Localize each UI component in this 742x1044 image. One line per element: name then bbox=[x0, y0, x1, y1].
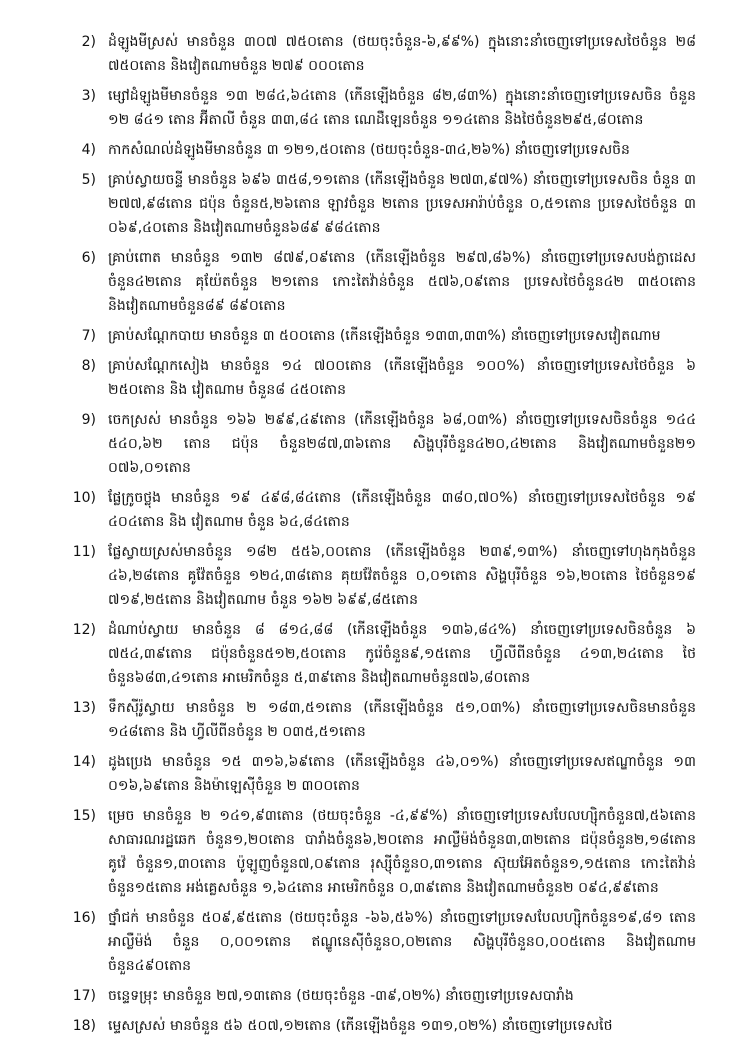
list-item bbox=[0, 246, 742, 318]
list-item bbox=[0, 804, 742, 900]
item-number: 8) bbox=[81, 358, 96, 374]
item-text: ថ្នាំជក់ មានចំនួន ៥០៩,៩៥តោន (ថយចុះចំនួន -៦៦,៥៦%) នាំចេញទៅប្រទេសបែលហ្ស៊ិកចំនួន១៩,៨១ តោន អាល្លឺម៉ង់ ចំនួន ០,០០១តោន ឥណ្ឌូនេស៊ីចំនួន០,០២តោន សិង្ហបុរីចំនួន០,០០៥តោន និងវៀតណាមចំនួន៤៩០តោន bbox=[108, 910, 696, 974]
list-item bbox=[0, 30, 742, 78]
item-number: 6) bbox=[81, 250, 96, 266]
item-number: 3) bbox=[81, 88, 96, 104]
item-number: 2) bbox=[81, 34, 96, 50]
list-item bbox=[0, 354, 742, 402]
list-item bbox=[0, 84, 742, 132]
item-text: គ្រាប់ពោត មានចំនួន ១៣២ ៨៧៩,០៩តោន (កើនឡើងចំនួន ២៩៧,៨៦%) នាំចេញទៅប្រទេសបង់ក្លាដេស ចំនួន៤២តោន គុយ៉ែតចំនួន ២១តោន កោះតៃវ៉ាន់ចំនួន ៥៧៦,០៩តោន ប្រទេសថៃចំនួន៤២ ៣៥០តោន និងវៀតណាមចំនួន៨៩ ៨៩០តោន bbox=[108, 250, 696, 314]
item-number: 16) bbox=[72, 910, 96, 926]
list-item bbox=[0, 1014, 742, 1038]
item-number: 4) bbox=[81, 142, 96, 158]
list-item bbox=[0, 540, 742, 612]
item-text: កាកសំណល់ដំឡូងមីមានចំនួន ៣ ១២១,៥០តោន (ថយចុះចំនួន-៣៤,២៦%) នាំចេញទៅប្រទេសចិន bbox=[108, 142, 630, 158]
item-number: 14) bbox=[72, 754, 96, 770]
item-spacer bbox=[0, 1038, 742, 1044]
item-text: ដំណាប់ស្វាយ មានចំនួន ៨ ៨១៤,៨៨ (កើនឡើងចំនួន ១៣៦,៨៤%) នាំចេញទៅប្រទេសចិនចំនួន ៦ ៧៥៤,៣៩តោន ជប៉ុនចំនួន៥១២,៥០តោន កូរ៉េចំនួន៩,១៥តោន ហ្វីលីពីនចំនួន ៤១៣,២៤តោន ថៃចំនួន៦៨៣,៤១តោន អាមេរិកចំនួន ៥,៣៩តោន និងវៀតណាមចំនួន៧៦,៨០តោន bbox=[108, 622, 696, 686]
item-text: គ្រាប់សណ្ដែកបាយ មានចំនួន ៣ ៥០០តោន (កើនឡើងចំនួន ១៣៣,៣៣%) នាំចេញទៅប្រទេសវៀតណាម bbox=[108, 328, 661, 344]
item-number: 13) bbox=[72, 700, 96, 716]
item-text: ទឹកស៊ីរ៉ូស្វាយ មានចំនួន ២ ១៨៣,៥១តោន (កើនឡើងចំនួន ៥១,០៣%) នាំចេញទៅប្រទេសចិនមានចំនួន ១៤៨តោន និង ហ្វីលីពីនចំនួន ២ ០៣៥,៥១តោន bbox=[108, 700, 696, 740]
item-number: 11) bbox=[72, 544, 96, 560]
item-number: 10) bbox=[72, 490, 96, 506]
item-number: 7) bbox=[81, 328, 96, 344]
item-text: ផ្លែក្រូចថ្លុង មានចំនួន ១៩ ៤៩៨,៨៤តោន (កើនឡើងចំនួន ៣៨០,៧០%) នាំចេញទៅប្រទេសថៃចំនួន ១៩ ៤០៤តោន និង វៀតណាម ចំនួន ៦៤,៨៤តោន bbox=[108, 490, 696, 530]
list-item bbox=[0, 984, 742, 1008]
item-number: 5) bbox=[81, 172, 96, 188]
item-text: ម្សៅដំឡូងមីមានចំនួន ១៣ ២៨៤,៦៤តោន (កើនឡើងចំនួន ៨២,៨៣%) ក្នុងនោះនាំចេញទៅប្រទេសចិន ចំនួន ១២ ៨៤១ តោន អ៊ីតាលី ចំនួន ៣៣,៨៤ តោន ណេដឺឡេនចំនួន ១១៤តោន និងថៃចំនួន២៩៥,៨០តោន bbox=[108, 88, 696, 128]
item-number: 17) bbox=[72, 988, 96, 1004]
item-number: 18) bbox=[72, 1018, 96, 1034]
item-text: គ្រាប់ស្វាយចន្ទី មានចំនួន ៦៩៦ ៣៥៨,១១តោន (កើនឡើងចំនួន ២៧៣,៩៧%) នាំចេញទៅប្រទេសចិន ចំនួន ៣ ២៧៧,៩៨តោន ជប៉ុន ចំនួន៥,២៦តោន ឡាវចំនួន ២តោន ប្រទេសអារ៉ាប់ចំនួន ០,៥១តោន ប្រទេសថៃចំនួន ៣ ០៦៩,៤០តោន និងវៀតណាមចំនួន៦៨៩ ៩៨៤តោន bbox=[108, 172, 696, 236]
item-text: ផ្លែស្វាយស្រស់មានចំនួន ១៨២ ៥៥៦,០០តោន (កើនឡើងចំនួន ២៣៩,១៣%) នាំចេញទៅហុងកុងចំនួន ៤៦,២៨តោន គូវ៉ែតចំនួន ១២៤,៣៨តោន គុយវ៉ែតចំនួន ០,០១តោន សិង្ហបុរីចំនួន ១៦,២០តោន ថៃចំនួន១៩ ៧១៩,២៥តោន និងវៀតណាម ចំនួន ១៦២ ៦៩៩,៨៥តោន bbox=[108, 544, 696, 608]
item-text: គ្រាប់សណ្ដែកសៀង មានចំនួន ១៤ ៧០០តោន (កើនឡើងចំនួន ១០០%) នាំចេញទៅប្រទេសថៃចំនួន ៦ ២៥០តោន និង វៀតណាម ចំនួន៨ ៤៥០តោន bbox=[108, 358, 696, 398]
list-item bbox=[0, 906, 742, 978]
item-text: ម្ទេសស្រស់ មានចំនួន ៥៦ ៥០៧,១២តោន (កើនឡើងចំនួន ១៣១,០២%) នាំចេញទៅប្រទេសថៃ bbox=[108, 1018, 613, 1034]
list-item bbox=[0, 408, 742, 480]
item-number: 12) bbox=[72, 622, 96, 638]
item-text: ចន្ទេទម្រុះ មានចំនួន ២៧,១៣តោន (ថយចុះចំនួន -៣៩,០២%) នាំចេញទៅប្រទេសបារាំង bbox=[108, 988, 574, 1004]
item-text: ចេកស្រស់ មានចំនួន ១៦៦ ២៩៩,៤៩តោន (កើនឡើងចំនួន ៦៨,០៣%) នាំចេញទៅប្រទេសចិនចំនួន ១៤៤ ៥៤០,៦២ តោន ជប៉ុន ចំនួន២៨៧,៣៦តោន សិង្ហបុរីចំនួន៤២០,៤២តោន និងវៀតណាមចំនួន២១ ០៧៦,០១តោន bbox=[108, 412, 696, 476]
list-item bbox=[0, 618, 742, 690]
item-number: 9) bbox=[81, 412, 96, 428]
list-item bbox=[0, 696, 742, 744]
item-number: 15) bbox=[72, 808, 96, 824]
item-text: ដូងប្រេង មានចំនួន ១៥ ៣១៦,៦៩តោន (កើនឡើងចំនួន ៤៦,០១%) នាំចេញទៅប្រទេសឥណ្ឌាចំនួន ១៣ ០១៦,៦៩តោន និងម៉ាឡេស៊ីចំនួន ២ ៣០០តោន bbox=[108, 754, 696, 794]
list-item bbox=[0, 324, 742, 348]
item-text: ម្រេច មានចំនួន ២ ១៤១,៩៣តោន (ថយចុះចំនួន -៤,៩៩%) នាំចេញទៅប្រទេសបែលហ្ស៊ិកចំនួន៧,៥៦តោន សាធារណរដ្ឋឆេក ចំនួន១,២០តោន បារាំងចំនួន៦,២០តោន អាល្លឺម៉ង់ចំនួន៣,៣២តោន ជប៉ុនចំនួន២,១៨តោន គូវ៉េ ចំនួន១,៣០តោន ប៉ូឡូញចំនួន៧,០៩តោន រុស្ស៊ីចំនួន០,៣១តោន ស៊ុយអ៊ែតចំនួន១,១៥តោន កោះតៃវ៉ាន់ចំនួន១៥តោន អង់គ្លេសចំនួន ១,៦៤តោន អាមេរិកចំនួន ០,៣៩តោន និងវៀតណាមចំនួន២ ០៩៤,៩៩តោន bbox=[108, 808, 696, 896]
item-text: ដំឡូងមីស្រស់ មានចំនួន ៣០៧ ៧៥០តោន (ថយចុះចំនួន-៦,៩៩%) ក្នុងនោះនាំចេញទៅប្រទេសថៃចំនួន ២៨ ៧៥០តោន និងវៀតណាមចំនួន ២៧៩ ០០០តោន bbox=[108, 34, 696, 74]
list-item bbox=[0, 486, 742, 534]
list-item bbox=[0, 168, 742, 240]
document-page bbox=[0, 30, 742, 1044]
list-item bbox=[0, 138, 742, 162]
list-item bbox=[0, 750, 742, 798]
